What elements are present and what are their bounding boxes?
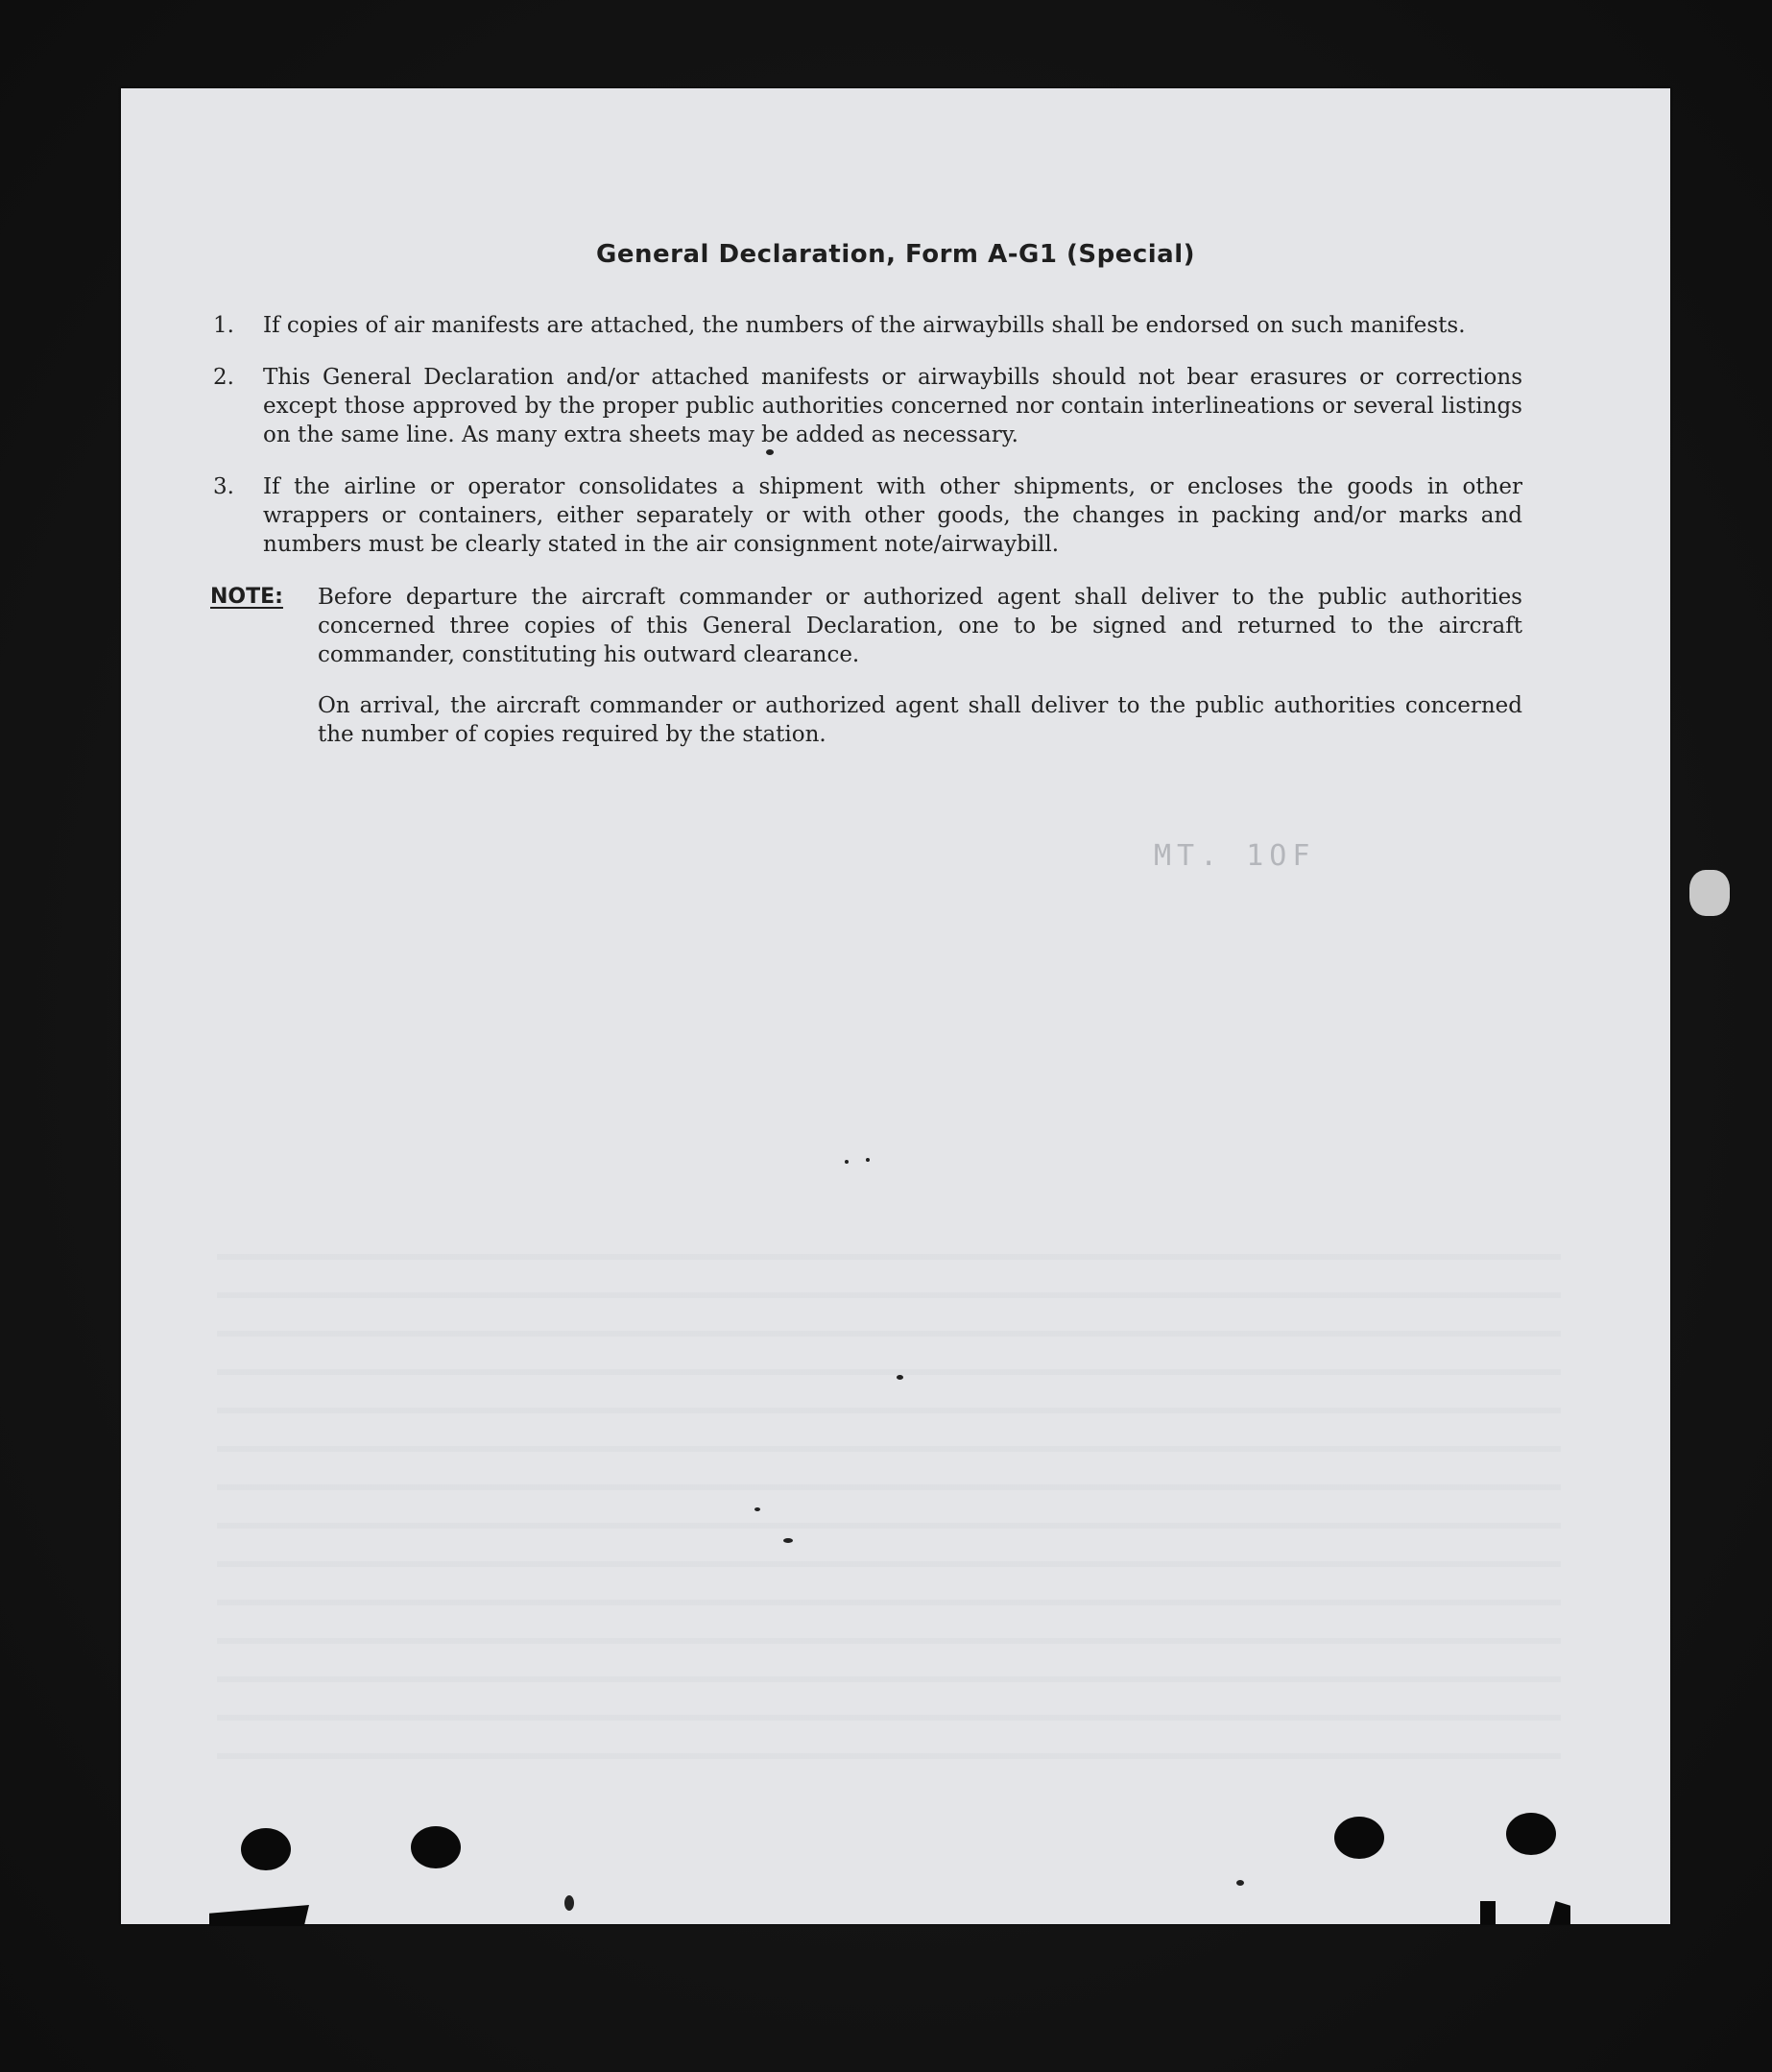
torn-edge-right-1 <box>1480 1901 1496 1924</box>
item-number-3: 3. <box>213 474 234 499</box>
ink-speck <box>897 1375 903 1380</box>
ink-speck <box>766 449 774 455</box>
item-text-1: If copies of air manifests are attached, the numbers of the airwaybills shall be endorsed on such manifests. <box>263 313 1466 338</box>
debris-speck <box>1689 870 1730 916</box>
punch-hole-right-2 <box>1506 1813 1556 1855</box>
note-paragraph-2: On arrival, the aircraft commander or authorized agent shall deliver to the public authorities concerned the number of copies required by the station. <box>318 693 1522 747</box>
ink-speck <box>754 1507 760 1511</box>
ink-speck <box>1236 1880 1244 1886</box>
item-text-2: This General Declaration and/or attached manifests or airwaybills should not bear erasures or corrections except those approved by the proper public authorities concerned nor contain interlineations or several listings on the same line. As many extra sheets may be added as necessary. <box>263 365 1522 447</box>
item-text-3: If the airline or operator consolidates a shipment with other shipments, or encloses the goods in other wrappers or containers, either separately or with other goods, the changes in packing and/or marks and numbers must be clearly stated in the air consignment note/airwaybill. <box>263 474 1522 557</box>
document-page <box>121 88 1670 1924</box>
ink-speck <box>845 1160 849 1164</box>
bleed-through-texture <box>217 1221 1561 1759</box>
ink-speck <box>866 1158 870 1162</box>
document-title: General Declaration, Form A-G1 (Special) <box>596 240 1195 269</box>
torn-edge-left <box>209 1905 309 1926</box>
punch-hole-right-1 <box>1334 1817 1384 1859</box>
faint-stamp-mark: MT. 1OF <box>1154 839 1316 873</box>
note-paragraph-1: Before departure the aircraft commander or authorized agent shall deliver to the public authorities concerned three copies of this General Declaration, one to be signed and returned to the aircraft commander, constituting his outward clearance. <box>318 585 1522 667</box>
ink-speck <box>783 1538 793 1543</box>
item-number-1: 1. <box>213 313 234 338</box>
torn-edge-right-2 <box>1549 1901 1570 1924</box>
item-number-2: 2. <box>213 365 234 390</box>
punch-hole-left-1 <box>241 1828 291 1870</box>
note-label: NOTE: <box>210 585 283 609</box>
punch-hole-left-2 <box>411 1826 461 1868</box>
ink-speck <box>564 1895 574 1911</box>
